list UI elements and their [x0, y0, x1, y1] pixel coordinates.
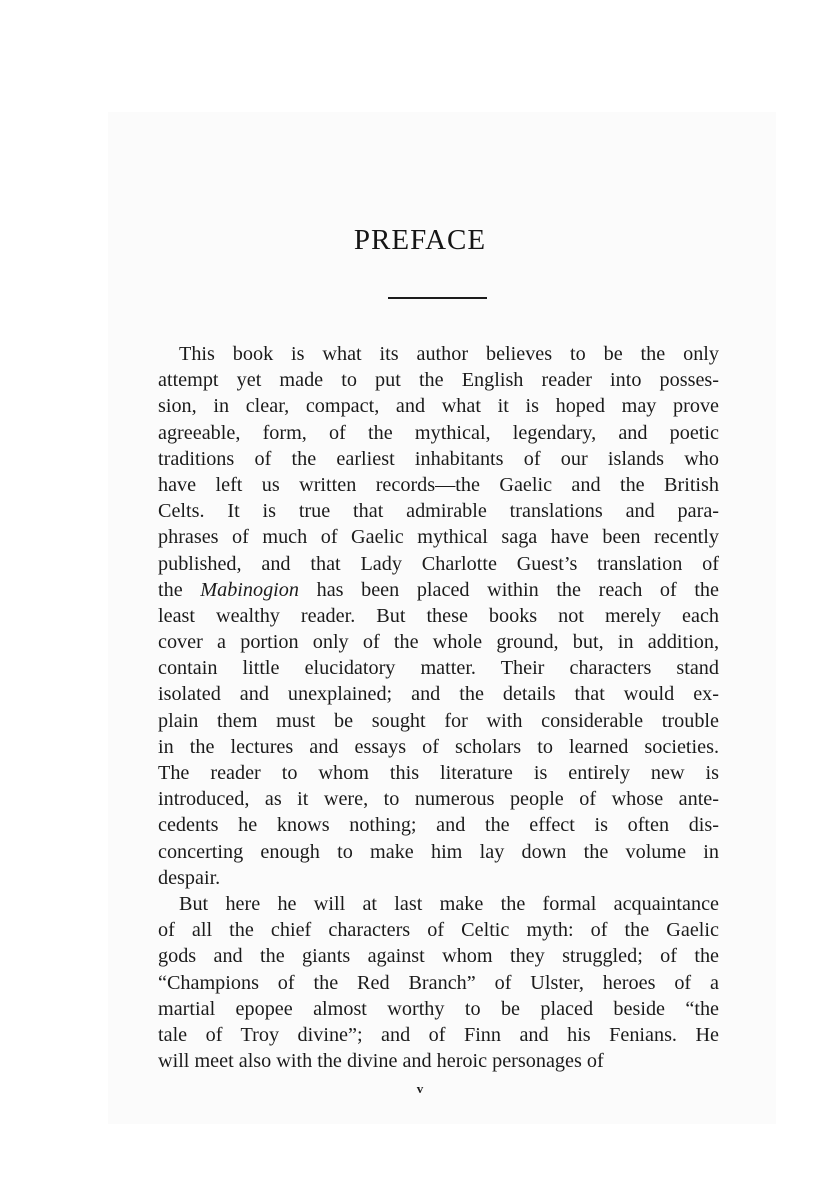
text-run: “Champions of the Red Branch” of Ulster, heroes of a	[158, 971, 719, 994]
text-run: isolated and unexplained; and the details that would ex-	[158, 683, 719, 706]
text-line	[158, 996, 719, 1022]
text-run: have left us written records—the Gaelic and the British	[158, 473, 719, 496]
text-line	[158, 760, 719, 786]
text-line	[158, 420, 719, 446]
text-run: published, and that Lady Charlotte Guest’s translation of	[158, 552, 719, 575]
text-run: martial epopee almost worthy to be placed beside “the	[158, 997, 719, 1020]
text-line	[158, 367, 719, 393]
text-line	[158, 524, 719, 550]
text-run: attempt yet made to put the English reader into posses-	[158, 369, 719, 392]
text-run: But here he will at last make the formal acquaintance	[179, 892, 719, 915]
text-run: of all the chief characters of Celtic myth: of the Gaelic	[158, 919, 719, 942]
text-line	[158, 839, 719, 865]
text-line	[158, 341, 719, 367]
title-rule	[388, 297, 487, 299]
text-run: has been placed within the reach of the	[298, 578, 719, 601]
text-line	[158, 577, 719, 603]
text-run: plain them must be sought for with considerable trouble	[158, 709, 719, 732]
text-run: traditions of the earliest inhabitants of our islands who	[158, 447, 719, 470]
text-line	[158, 1048, 719, 1074]
text-line	[158, 943, 719, 969]
text-line	[158, 891, 719, 917]
text-run: cover a portion only of the whole ground, but, in addition,	[158, 631, 719, 654]
text-line	[158, 734, 719, 760]
text-run: despair.	[158, 866, 221, 889]
paragraph	[158, 341, 719, 891]
text-line	[158, 917, 719, 943]
text-run: This book is what its author believes to be the only	[179, 343, 719, 365]
text-run: contain little elucidatory matter. Their characters stand	[158, 657, 719, 680]
text-run: in the lectures and essays of scholars to learned societies.	[158, 735, 719, 758]
text-line	[158, 551, 719, 577]
page-title: PREFACE	[353, 224, 487, 256]
text-line	[158, 1022, 719, 1048]
text-run: sion, in clear, compact, and what it is hoped may prove	[158, 395, 719, 418]
text-run: gods and the giants against whom they struggled; of the	[158, 945, 719, 968]
text-line	[158, 393, 719, 419]
text-line	[158, 708, 719, 734]
text-line	[158, 629, 719, 655]
paragraph	[158, 891, 719, 1074]
text-line	[158, 655, 719, 681]
text-run: introduced, as it were, to numerous people of whose ante-	[158, 788, 719, 811]
text-line	[158, 498, 719, 524]
text-run: least wealthy reader. But these books not merely each	[158, 604, 719, 627]
text-line	[158, 446, 719, 472]
text-line	[158, 472, 719, 498]
page-number: v	[416, 1081, 424, 1096]
text-line	[158, 786, 719, 812]
text-line	[158, 970, 719, 996]
text-run: will meet also with the divine and heroic personages of	[158, 1050, 604, 1073]
text-run: phrases of much of Gaelic mythical saga have been recently	[158, 526, 719, 549]
text-run: the	[158, 578, 201, 601]
text-line	[158, 681, 719, 707]
text-run: agreeable, form, of the mythical, legendary, and poetic	[158, 421, 719, 444]
text-run: Celts. It is true that admirable translations and para-	[158, 500, 719, 523]
preface-text	[158, 341, 719, 1074]
text-run: concerting enough to make him lay down the volume in	[158, 840, 719, 863]
text-run: tale of Troy divine”; and of Finn and his Fenians. He	[158, 1023, 719, 1046]
italic-title: Mabinogion	[200, 578, 299, 601]
text-line	[158, 865, 719, 891]
text-line	[158, 603, 719, 629]
text-run: cedents he knows nothing; and the effect is often dis-	[158, 814, 719, 837]
text-run: The reader to whom this literature is entirely new is	[158, 762, 719, 784]
text-line	[158, 812, 719, 838]
